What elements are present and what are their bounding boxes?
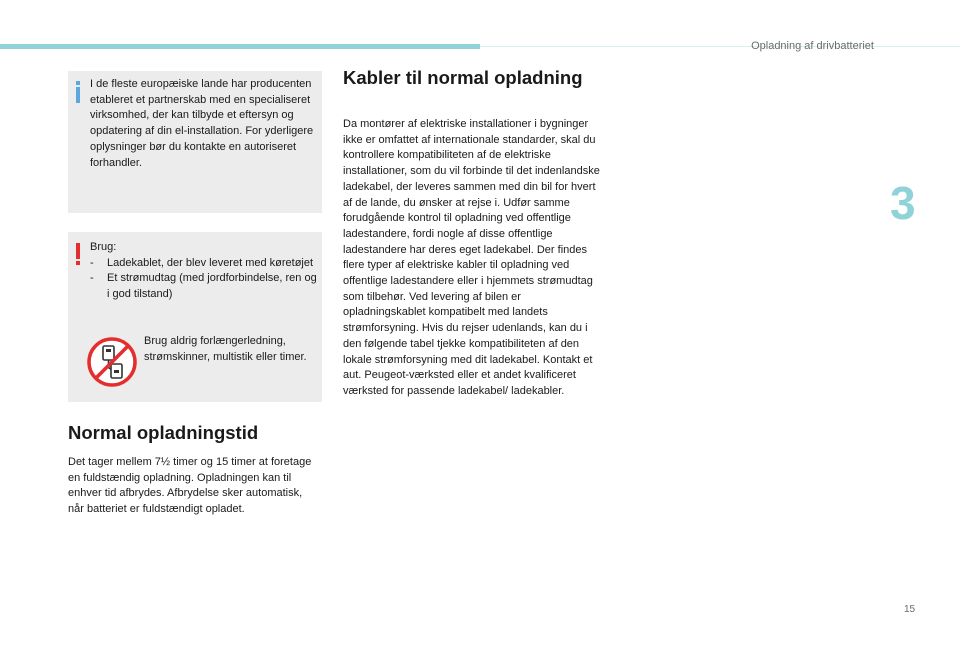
normal-charging-time-heading: Normal opladningstid <box>68 422 259 443</box>
list-bullet: - <box>90 272 94 285</box>
info-note-text: I de fleste europæiske lande har producenten etableret et partnerskab med en specialiseret virksomhed, der kan tilbyde et eftersyn og opdatering af din el-installation. For yderligere oplysninger bør du kontakte en autoriseret forhandler. <box>90 78 314 169</box>
normal-charging-time-text: Det tager mellem 7½ timer og 15 timer at foretage en fuldstændig opladning. Opladningen kan til enhver tid afbrydes. Afbrydelse sker automatisk, når batteriet er fuldstændigt opladet. <box>68 456 312 516</box>
warning-intro: Brug: <box>90 241 117 253</box>
cables-heading: Kabler til normal opladning <box>343 67 583 88</box>
no-extension-lead-icon <box>86 336 138 388</box>
warning-note-text <box>90 240 318 303</box>
info-icon <box>76 81 80 103</box>
list-item <box>90 256 318 272</box>
warning-note-box <box>68 232 322 402</box>
chapter-number: 3 <box>890 177 916 229</box>
info-note-box <box>68 71 322 213</box>
list-item-text: Ladekablet, der blev leveret med køretøjet <box>107 256 314 269</box>
list-bullet: - <box>90 256 94 269</box>
header-accent-bar <box>0 44 480 49</box>
warning-icon <box>76 243 80 265</box>
cables-text: Da montører af elektriske installationer i bygninger ikke er omfattet af internationale standarder, skal du kontrollere kompatibiliteten af de elektriske installationer, som du vil forbinde til det indenlandske ladekabel, der leveres sammen med din bil for hvert af de lande, du ønsker at rejse i. Udfør samme forudgående kontrol til opladning ved offentlige ladestandere, fordi nogle af disse offentlige ladestandere har deres eget ladekabel. Der findes flere typer af elektriske kabler til opladning ved offentlige ladestandere eller i hjemmets strømudtag som tilbehør. Ved levering af bilen er opladningskablet kompatibelt med landets strømforsyning. Hvis du rejser udenlands, kan du i den følgende tabel tjekke kompatibiliteten af den lokale strømforsyning med dit ladekabel. Kontakt et aut. Peugeot-værksted eller et andet kvalificeret værksted for passende ladekabel/ ladekabler. <box>343 118 600 397</box>
page-number: 15 <box>904 604 916 615</box>
header-rule <box>480 46 960 47</box>
prohibition-text: Brug aldrig forlængerledning, strømskinner, multistik eller timer. <box>144 335 307 363</box>
running-title: Opladning af drivbatteriet <box>751 40 874 52</box>
list-item <box>90 271 318 302</box>
list-item-text: Et strømudtag (med jordforbindelse, ren og i god tilstand) <box>107 272 317 301</box>
